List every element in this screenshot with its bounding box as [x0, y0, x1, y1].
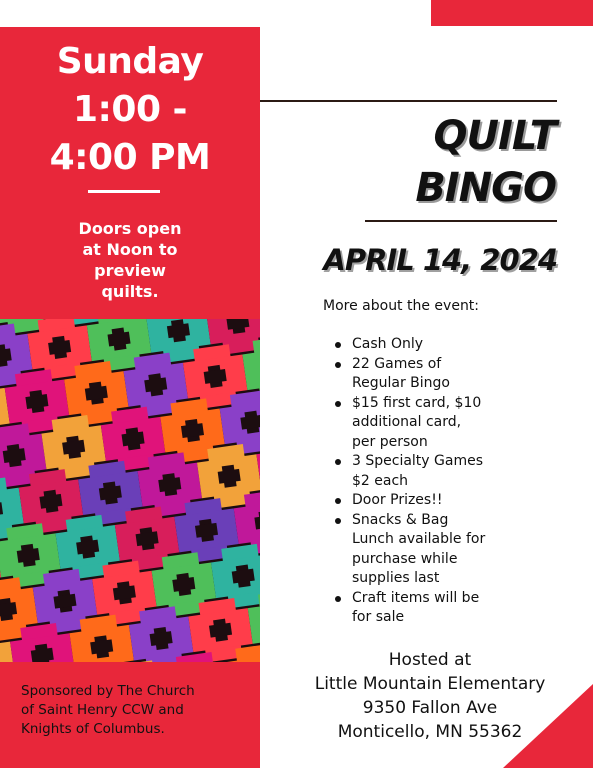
sponsor-text — [21, 682, 246, 739]
detail-item — [331, 355, 536, 394]
detail-line: 3 Specialty Games — [352, 453, 483, 469]
doors-line: quilts. — [101, 282, 159, 301]
time-divider — [88, 190, 160, 193]
detail-line: Snacks & Bag — [352, 511, 449, 528]
detail-item — [331, 452, 536, 491]
title-bottom-rule — [365, 220, 557, 222]
quilt-photo — [0, 319, 260, 662]
detail-line: per person — [352, 433, 428, 450]
event-details-list — [331, 335, 536, 628]
host-line: Little Mountain Elementary — [314, 674, 546, 694]
detail-line: additional card, — [352, 414, 462, 430]
detail-item — [331, 394, 536, 453]
event-title — [300, 110, 556, 214]
detail-line: 22 Games of — [352, 355, 442, 372]
doors-line: at Noon to — [82, 240, 178, 259]
detail-item — [331, 491, 536, 511]
detail-line: purchase while — [352, 550, 458, 567]
detail-line: $15 first card, $10 — [352, 394, 482, 411]
time-line: 1:00 - — [72, 89, 188, 130]
host-line: Hosted at — [388, 650, 472, 670]
more-about-label: More about the event: — [323, 298, 480, 314]
title-line: QUILT — [433, 113, 556, 159]
detail-line: Regular Bingo — [352, 375, 450, 391]
host-line: Monticello, MN 55362 — [337, 722, 523, 742]
detail-line: supplies last — [352, 570, 440, 586]
detail-line: Craft items will be — [352, 589, 480, 606]
top-accent-bar — [431, 0, 593, 26]
detail-line: $2 each — [352, 472, 409, 489]
title-line: BINGO — [415, 165, 556, 211]
doors-line: preview — [94, 261, 166, 280]
detail-line: Cash Only — [352, 336, 424, 352]
detail-line: Door Prizes!! — [352, 492, 443, 508]
detail-item — [331, 335, 536, 355]
quilt-pattern — [0, 319, 260, 662]
sponsor-line: Knights of Columbus. — [21, 721, 165, 737]
doors-open-note — [30, 218, 230, 302]
detail-item — [331, 511, 536, 589]
detail-line: for sale — [352, 609, 405, 625]
sponsor-line: Sponsored by The Church — [21, 683, 195, 699]
detail-item — [331, 589, 536, 628]
corner-triangle — [503, 684, 593, 768]
event-date: APRIL 14, 2024 — [323, 243, 557, 277]
time-line: Sunday — [56, 41, 204, 82]
doors-line: Doors open — [78, 219, 182, 238]
sponsor-line: of Saint Henry CCW and — [21, 702, 184, 718]
title-top-rule — [260, 100, 557, 102]
host-line: 9350 Fallon Ave — [362, 698, 498, 718]
detail-line: Lunch available for — [352, 531, 486, 547]
event-time — [0, 38, 260, 182]
time-line: 4:00 PM — [49, 137, 211, 178]
